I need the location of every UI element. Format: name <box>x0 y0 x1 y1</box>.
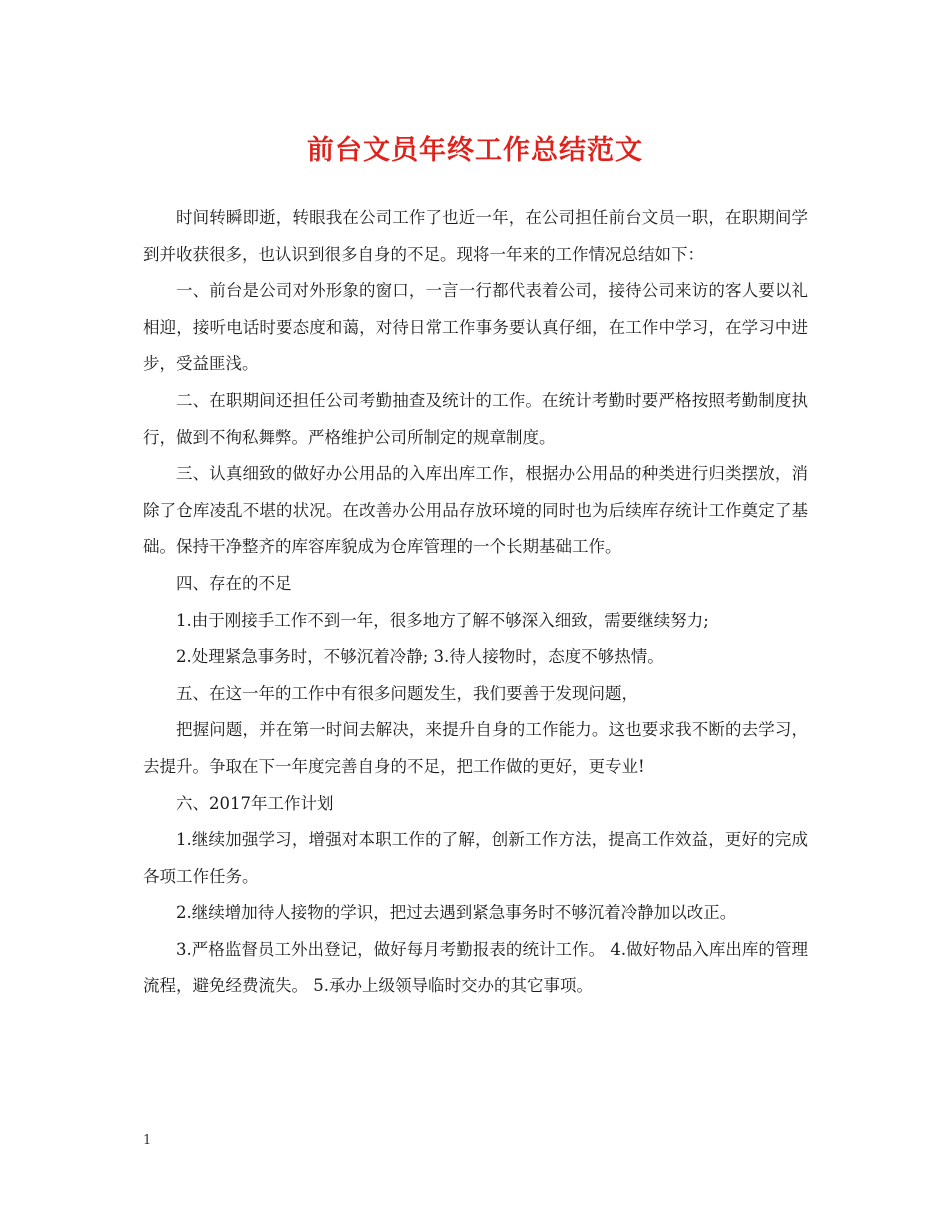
document-body <box>143 200 808 1005</box>
paragraph-section-1: 一、前台是公司对外形象的窗口，一言一行都代表着公司，接待公司来访的客人要以礼相迎，接听电话时要态度和蔼，对待日常工作事务要认真仔细，在工作中学习，在学习中进步，受益匪浅。 <box>143 281 808 374</box>
page-number: 1 <box>143 1133 152 1148</box>
list-item-shortcoming-1: 1.由于刚接手工作不到一年，很多地方了解不够深入细致，需要继续努力; <box>176 610 709 630</box>
paragraph-section-3: 三、认真细致的做好办公用品的入库出库工作，根据办公用品的种类进行归类摆放，消除了仓库凌乱不堪的状况。在改善办公用品存放环境的同时也为后续库存统计工作奠定了基础。保持干净整齐的库容库貌成为仓库管理的一个长期基础工作。 <box>143 464 808 557</box>
list-item-plan-2: 2.继续增加待人接物的学识，把过去遇到紧急事务时不够沉着冷静加以改正。 <box>176 903 737 923</box>
paragraph-section-5-cont: 把握问题，并在第一时间去解决，来提升自身的工作能力。这也要求我不断的去学习，去提升。争取在下一年度完善自身的不足，把工作做的更好，更专业! <box>143 720 808 776</box>
paragraph-intro: 时间转瞬即逝，转眼我在公司工作了也近一年，在公司担任前台文员一职，在职期间学到并收获很多，也认识到很多自身的不足。现将一年来的工作情况总结如下： <box>143 208 808 264</box>
heading-section-6: 六、2017年工作计划 <box>176 793 334 813</box>
paragraph-section-2: 二、在职期间还担任公司考勤抽查及统计的工作。在统计考勤时要严格按照考勤制度执行，做到不徇私舞弊。严格维护公司所制定的规章制度。 <box>143 390 808 447</box>
paragraph-section-5: 五、在这一年的工作中有很多问题发生，我们要善于发现问题， <box>176 683 638 703</box>
list-item-plan-1: 1.继续加强学习，增强对本职工作的了解，创新工作方法，提高工作效益，更好的完成各项工作任务。 <box>143 830 808 886</box>
heading-section-4: 四、存在的不足 <box>176 573 292 593</box>
list-item-shortcoming-2-3: 2.处理紧急事务时，不够沉着冷静; 3.待人接物时，态度不够热情。 <box>176 647 664 667</box>
document-title: 前台文员年终工作总结范文 <box>307 135 643 166</box>
list-item-plan-3-5: 3.严格监督员工外出登记，做好每月考勤报表的统计工作。 4.做好物品入库出库的管理流程，避免经费流失。 5.承办上级领导临时交办的其它事项。 <box>143 939 808 996</box>
